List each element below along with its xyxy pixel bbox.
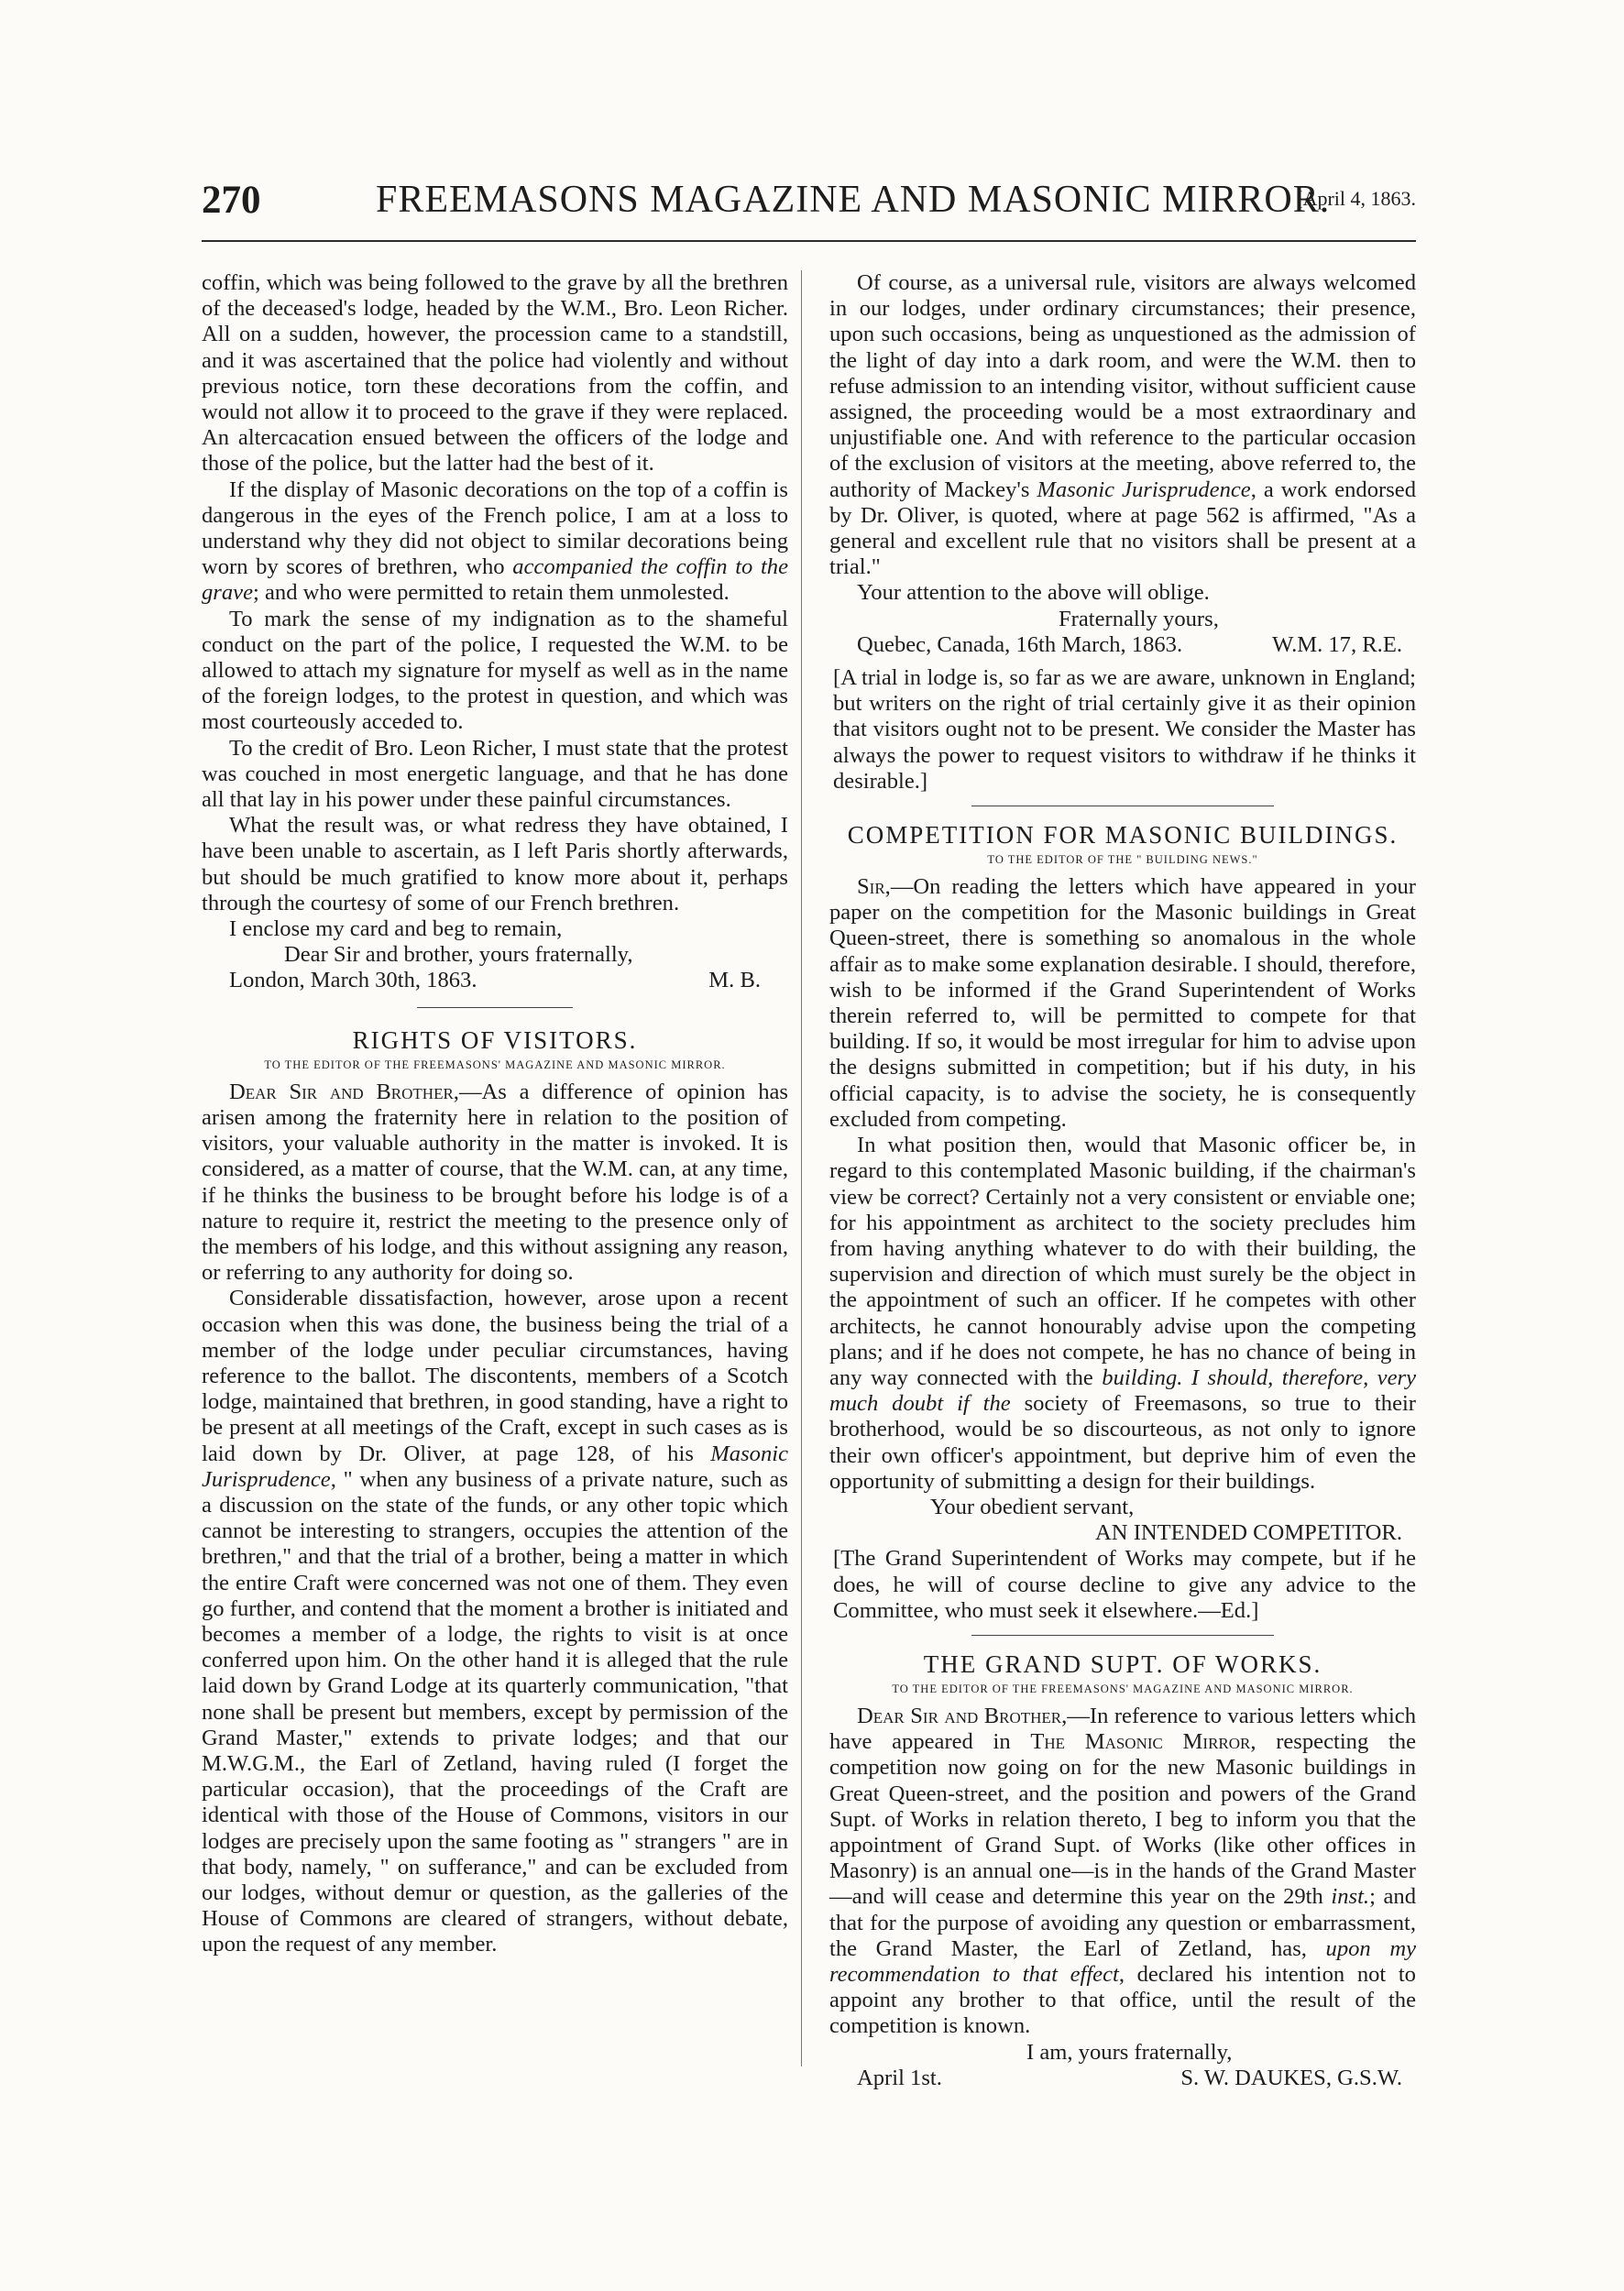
page-header xyxy=(202,170,1416,235)
letter-paragraph: Dear Sir and Brother,—In reference to various letters which have appeared in The Masonic Mirror, respecting the competition now going on for the new Masonic buildings in Great Queen-street, and the position and powers of the Grand Supt. of Works in relation thereto, I beg to inform you that the appointment of Grand Supt. of Works (like other offices in Masonry) is an annual one—is in the hands of the Grand Master—and will cease and determine this year on the 29th inst.; and that for the purpose of avoiding any question or embarrassment, the Grand Master, the Earl of Zetland, has, upon my recommendation to that effect, declared his intention not to appoint any brother to that office, until the result of the competition is known. xyxy=(829,1703,1417,2039)
masthead-title: FREEMASONS MAGAZINE AND MASONIC MIRROR. xyxy=(376,179,1331,221)
left-column xyxy=(202,270,788,1958)
letter-closing: Your obedient servant, xyxy=(930,1494,1135,1519)
letter-paragraph: To mark the sense of my indignation as to the shameful conduct on the part of the police, I requested the W.M. to be allowed to attach my signature for myself as well as in the name of the foreign lodges, to the protest in question, and which was most courteously acceded to. xyxy=(202,606,788,735)
letter-paragraph: I enclose my card and beg to remain, xyxy=(229,916,563,942)
header-rule xyxy=(202,240,1416,242)
letter-paragraph: Sir,—On reading the letters which have appeared in your paper on the competition for the Masonic buildings in Great Queen-street, there is something so anomalous in the whole affair as to make some explanation desirable. I should, therefore, wish to be informed if the Grand Superintendent of Works therein referred to, will be permitted to compete for that building. If so, it would be most irregular for him to advise upon the designs submitted in competition; but if his duty, in his official capacity, is to advise the society, he is consequently excluded from competing. xyxy=(829,874,1416,1132)
letter-paragraph: Dear Sir and Brother,—As a difference of opinion has arisen among the fraternity here in relation to the position of visitors, your valuable authority in the matter is invoked. It is considered, as a matter of course, that the W.M. can, at any time, if he thinks the business to be brought before his lodge is of a nature to require it, restrict the meeting to the presence only of the members of his lodge, and this without assigning any reason, or referring to any authority for doing so. xyxy=(202,1079,788,1286)
letter-place-date: Quebec, Canada, 16th March, 1863. xyxy=(857,631,1183,657)
letter-closing: I am, yours fraternally, xyxy=(1026,2039,1233,2065)
letter-signoff xyxy=(829,632,1416,658)
article-separator xyxy=(417,1007,573,1008)
letter-signature: W.M. 17, R.E. xyxy=(1272,631,1402,657)
issue-date: [April 4, 1863. xyxy=(1296,187,1416,210)
letter-closing: Dear Sir and brother, yours fraternally, xyxy=(284,942,633,968)
article-separator xyxy=(971,1635,1274,1636)
letter-signoff xyxy=(829,2066,1416,2091)
letter-place-date: London, March 30th, 1863. xyxy=(229,968,477,993)
letter-signoff xyxy=(202,968,788,993)
letter-signature: S. W. DAUKES, G.S.W. xyxy=(1180,2065,1402,2090)
editor-note: [The Grand Superintendent of Works may compete, but if he does, he will of course decline to give any advice to the Committee, who must seek it elsewhere.—Ed.] xyxy=(833,1546,1416,1623)
editor-note: [A trial in lodge is, so far as we are aware, unknown in England; but writers on the right of trial certainly give it as their opinion that visitors ought not to be present. We consider the Master has always the power to request visitors to withdraw if he thinks it desirable.] xyxy=(833,665,1416,794)
article-subheading: TO THE EDITOR OF THE FREEMASONS' MAGAZINE AND MASONIC MIRROR. xyxy=(892,1682,1354,1695)
letter-paragraph: To the credit of Bro. Leon Richer, I must state that the protest was couched in most energetic language, and that he has done all that lay in his power under these painful circumstances. xyxy=(202,735,788,813)
letter-paragraph: What the result was, or what redress they have obtained, I have been unable to ascertain, as I left Paris shortly afterwards, but should be much gratified to know more about it, perhaps through the courtesy of some of our French brethren. xyxy=(202,813,788,915)
article-heading-grand-supt: THE GRAND SUPT. OF WORKS. xyxy=(923,1650,1322,1678)
letter-paragraph: Considerable dissatisfaction, however, arose upon a recent occasion when this was done, the business being the trial of a member of the lodge under peculiar circumstances, having reference to the ballot. The discontents, members of a Scotch lodge, maintained that brethren, in good standing, have a right to be present at all meetings of the Craft, except in such cases as is laid down by Dr. Oliver, at page 128, of his Masonic Jurisprudence, " when any business of a private nature, such as a discussion on the state of the funds, or any other topic which cannot be interesting to strangers, occupies the attention of the brethren," and that the trial of a brother, being a matter in which the entire Craft were concerned was not one of them. They even go further, and contend that the moment a brother is initiated and becomes a member of a lodge, the rights to visit is at once conferred upon him. On the other hand it is alleged that the rule laid down by Grand Lodge at its quarterly communication, "that none shall be present but members, except by permission of the Grand Master," extends to private lodges; and that our M.W.G.M., the Earl of Zetland, having ruled (I forget the particular occasion), that the proceedings of the Craft are identical with those of the House of Commons, visitors in our lodges are precisely upon the same footing as " strangers " are in that body, namely, " on sufferance," and can be excluded from our lodges, without demur or question, as the galleries of the House of Commons are cleared of strangers, without debate, upon the request of any member. xyxy=(202,1286,788,1957)
letter-closing: Fraternally yours, xyxy=(1059,606,1219,631)
letter-paragraph: In what position then, would that Masonic officer be, in regard to this contemplated Masonic building, if the chairman's view be correct? Certainly not a very consistent or enviable one; for his appointment as architect to the society precludes him from having anything whatever to do with their building, the supervision and direction of which must surely be the object in the appointment of such an officer. If he competes with other architects, he cannot honourably advise upon the competing plans; and if he does not compete, he has no chance of being in any way connected with the building. I should, therefore, very much doubt if the society of Freemasons, so true to their brotherhood, would be so discourteous, as not only to ignore their own officer's appointment, but deprive him of even the opportunity of submitting a design for their buildings. xyxy=(829,1133,1417,1494)
letter-paragraph: If the display of Masonic decorations on the top of a coffin is dangerous in the eyes of the French police, I am at a loss to understand why they did not object to similar decorations being worn by scores of brethren, who accompanied the coffin to the grave; and who were permitted to retain them unmolested. xyxy=(202,477,788,606)
letter-date: April 1st. xyxy=(857,2065,942,2090)
article-heading-rights-of-visitors: RIGHTS OF VISITORS. xyxy=(352,1025,638,1054)
page-number: 270 xyxy=(202,179,261,222)
column-divider xyxy=(801,270,802,2066)
letter-paragraph: coffin, which was being followed to the grave by all the brethren of the deceased's lodge, headed by the W.M., Bro. Leon Richer. All on a sudden, however, the procession came to a standstill, and it was ascertained that the police had violently and without previous notice, torn these decorations from the coffin, and would not allow it to proceed to the grave if they were replaced. An altercacation ensued between the officers of the lodge and those of the police, but the latter had the best of it. xyxy=(202,270,788,477)
right-column xyxy=(829,270,1416,2091)
article-subheading: TO THE EDITOR OF THE FREEMASONS' MAGAZINE AND MASONIC MIRROR. xyxy=(264,1058,726,1071)
article-heading-competition: COMPETITION FOR MASONIC BUILDINGS. xyxy=(847,821,1399,850)
letter-signature: AN INTENDED COMPETITOR. xyxy=(1095,1520,1402,1546)
letter-paragraph: Your attention to the above will oblige. xyxy=(857,580,1210,606)
article-subheading: TO THE EDITOR OF THE " BUILDING NEWS." xyxy=(987,853,1258,867)
letter-initials: M. B. xyxy=(708,968,761,993)
letter-paragraph: Of course, as a universal rule, visitors are always welcomed in our lodges, under ordinary circumstances; their presence, upon such occasions, being as unquestioned as the admission of the light of day into a dark room, and were the W.M. then to refuse admission to an intending visitor, without sufficient cause assigned, the proceeding would be a most extraordinary and unjustifiable one. And with reference to the particular occasion of the exclusion of visitors at the meeting, above referred to, the authority of Mackey's Masonic Jurisprudence, a work endorsed by Dr. Oliver, is quoted, where at page 562 is affirmed, "As a general and excellent rule that no visitors shall be present at a trial." xyxy=(829,270,1416,580)
